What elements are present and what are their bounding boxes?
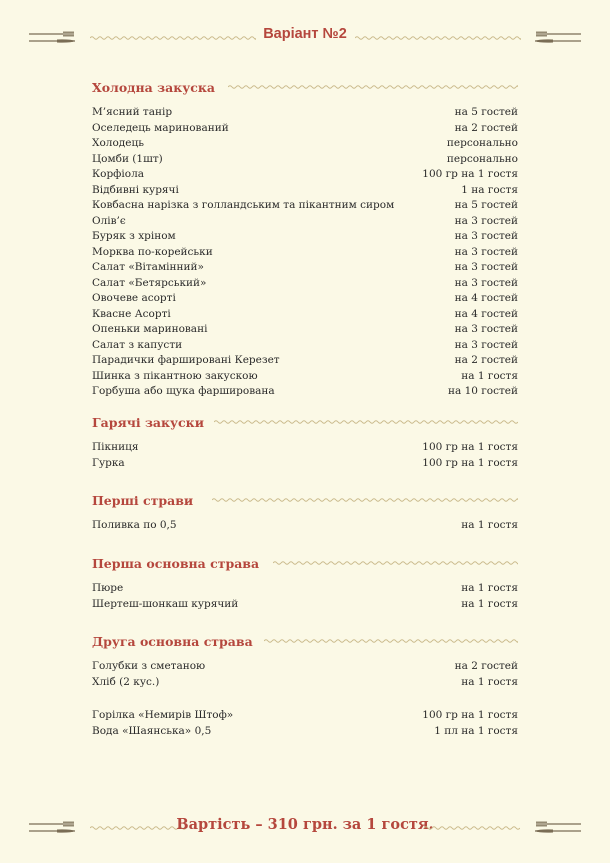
menu-item [92,440,518,456]
section-hot-appetizers [92,412,518,471]
section-first-main [92,553,518,612]
menu-item [92,659,518,675]
item-list [92,105,518,400]
menu-item-name: Салат з капусти [92,338,183,351]
menu-item-portion: на 1 гостя [461,519,518,531]
menu-item-portion: на 1 гостя [461,369,518,382]
menu-item-name: Буряк з хріном [92,230,176,242]
menu-item-name: Квасне Асорті [92,307,171,320]
menu-item [92,198,518,214]
page-footer [0,814,610,842]
section-heading [92,412,518,430]
menu-item [92,245,518,261]
menu-item-name: Поливка по 0,5 [92,519,177,531]
menu-item-name: Вода «Шаянська» 0,5 [92,724,212,737]
menu-item-name: Горілка «Немирів Штоф» [92,709,234,721]
section-heading [92,77,518,95]
section-title: Друга основна страва [92,634,263,649]
menu-item-name: Опеньки мариновані [92,323,208,335]
section-title: Гарячі закуски [92,415,214,430]
menu-item-portion: на 3 гостей [454,261,518,273]
menu-item-name: Пюре [92,582,124,594]
section-wave [212,496,518,504]
menu-item [92,229,518,245]
section-heading [92,553,518,571]
menu-item-portion: на 2 гостей [454,121,518,134]
item-list [92,581,518,612]
item-list [92,440,518,471]
menu-item-portion: на 1 гостя [461,582,518,594]
menu-item [92,384,518,400]
fork-knife-icon [533,820,583,836]
menu-item [92,675,518,691]
menu-item [92,708,518,724]
menu-item-portion: на 5 гостей [454,106,518,118]
section-wave [264,637,518,645]
section-title: Перша основна страва [92,556,269,571]
section-heading [92,631,518,649]
section-wave [214,418,518,426]
menu-item [92,276,518,292]
menu-item [92,581,518,597]
menu-item-name: Овочеве асорті [92,292,176,304]
menu-item-portion: 100 гр на 1 гостя [422,456,518,469]
menu-item [92,369,518,385]
header-wave-right [355,34,521,42]
footer-wave-right [424,824,520,832]
section-drinks [92,708,518,739]
section-title: Холодна закуска [92,80,225,95]
menu-item-portion: на 1 гостя [461,675,518,688]
page-header [0,24,610,52]
menu-item [92,322,518,338]
menu-item-name: Оселедець маринований [92,121,229,134]
menu-item-name: Голубки з сметаною [92,660,206,672]
menu-item-portion: 100 гр на 1 гостя [422,168,518,180]
section-wave [273,559,518,567]
menu-item-portion: 100 гр на 1 гостя [422,441,518,453]
menu-item-name: Холодець [92,137,144,149]
menu-item [92,152,518,168]
fork-knife-icon [533,30,583,46]
menu-item [92,167,518,183]
menu-item-name: Відбивні курячі [92,183,179,196]
menu-item [92,291,518,307]
section-second-main [92,631,518,690]
menu-item [92,260,518,276]
menu-item-name: М’ясний танір [92,106,173,118]
menu-item [92,136,518,152]
menu-item-name: Шинка з пікантною закускою [92,369,258,382]
menu-item-portion: на 2 гостей [454,354,518,366]
item-list [92,659,518,690]
menu-item-portion: на 4 гостей [454,307,518,320]
item-list [92,708,518,739]
section-wave [228,83,518,91]
menu-item-portion: 100 гр на 1 гостя [422,709,518,721]
item-list [92,518,518,534]
menu-item-portion: на 1 гостя [461,597,518,610]
menu-item-name: Ковбасна нарізка з голландським та пікантним сиром [92,199,395,211]
menu-item-portion: на 4 гостей [454,292,518,304]
menu-item-name: Олів’є [92,214,126,227]
page-title: Варіант №2 [263,26,347,42]
section-cold-appetizers [92,77,518,400]
menu-item-name: Горбуша або щука фарширована [92,385,275,397]
menu-item [92,105,518,121]
menu-item-name: Цомби (1шт) [92,152,163,165]
menu-item-portion: персонально [446,152,518,165]
price-note: Вартість – 310 грн. за 1 гостя. [176,816,434,833]
menu-item-portion: 1 пл на 1 гостя [434,724,518,737]
menu-item-portion: на 3 гостей [454,338,518,351]
menu-item [92,338,518,354]
menu-item-name: Хліб (2 кус.) [92,675,160,688]
section-heading [92,490,518,508]
menu-item [92,724,518,740]
menu-item-portion: персонально [446,137,518,149]
menu-item-portion: на 3 гостей [454,214,518,227]
menu-item-portion: на 5 гостей [454,199,518,211]
menu-item-name: Морква по-корейськи [92,245,213,258]
menu-item-name: Салат «Бетярський» [92,276,207,289]
menu-item-portion: на 10 гостей [447,385,518,397]
menu-item-name: Парадички фаршировані Керезет [92,354,280,366]
menu-item [92,456,518,472]
menu-item [92,307,518,323]
menu-item [92,121,518,137]
menu-item-name: Пікниця [92,441,139,453]
menu-item-name: Салат «Вітамінний» [92,261,204,273]
menu-item [92,214,518,230]
section-title: Перші страви [92,493,203,508]
menu-item-portion: на 3 гостей [454,323,518,335]
menu-item-portion: на 3 гостей [454,245,518,258]
menu-item [92,353,518,369]
menu-item-name: Корфіола [92,168,144,180]
menu-item-portion: 1 на гостя [461,183,518,196]
menu-item [92,183,518,199]
menu-item-portion: на 2 гостей [454,660,518,672]
menu-item-portion: на 3 гостей [454,230,518,242]
menu-item [92,518,518,534]
menu-item-name: Шертеш-шонкаш курячий [92,597,239,610]
menu-item-portion: на 3 гостей [454,276,518,289]
section-first-courses [92,490,518,534]
menu-item [92,597,518,613]
menu-item-name: Гурка [92,456,125,469]
